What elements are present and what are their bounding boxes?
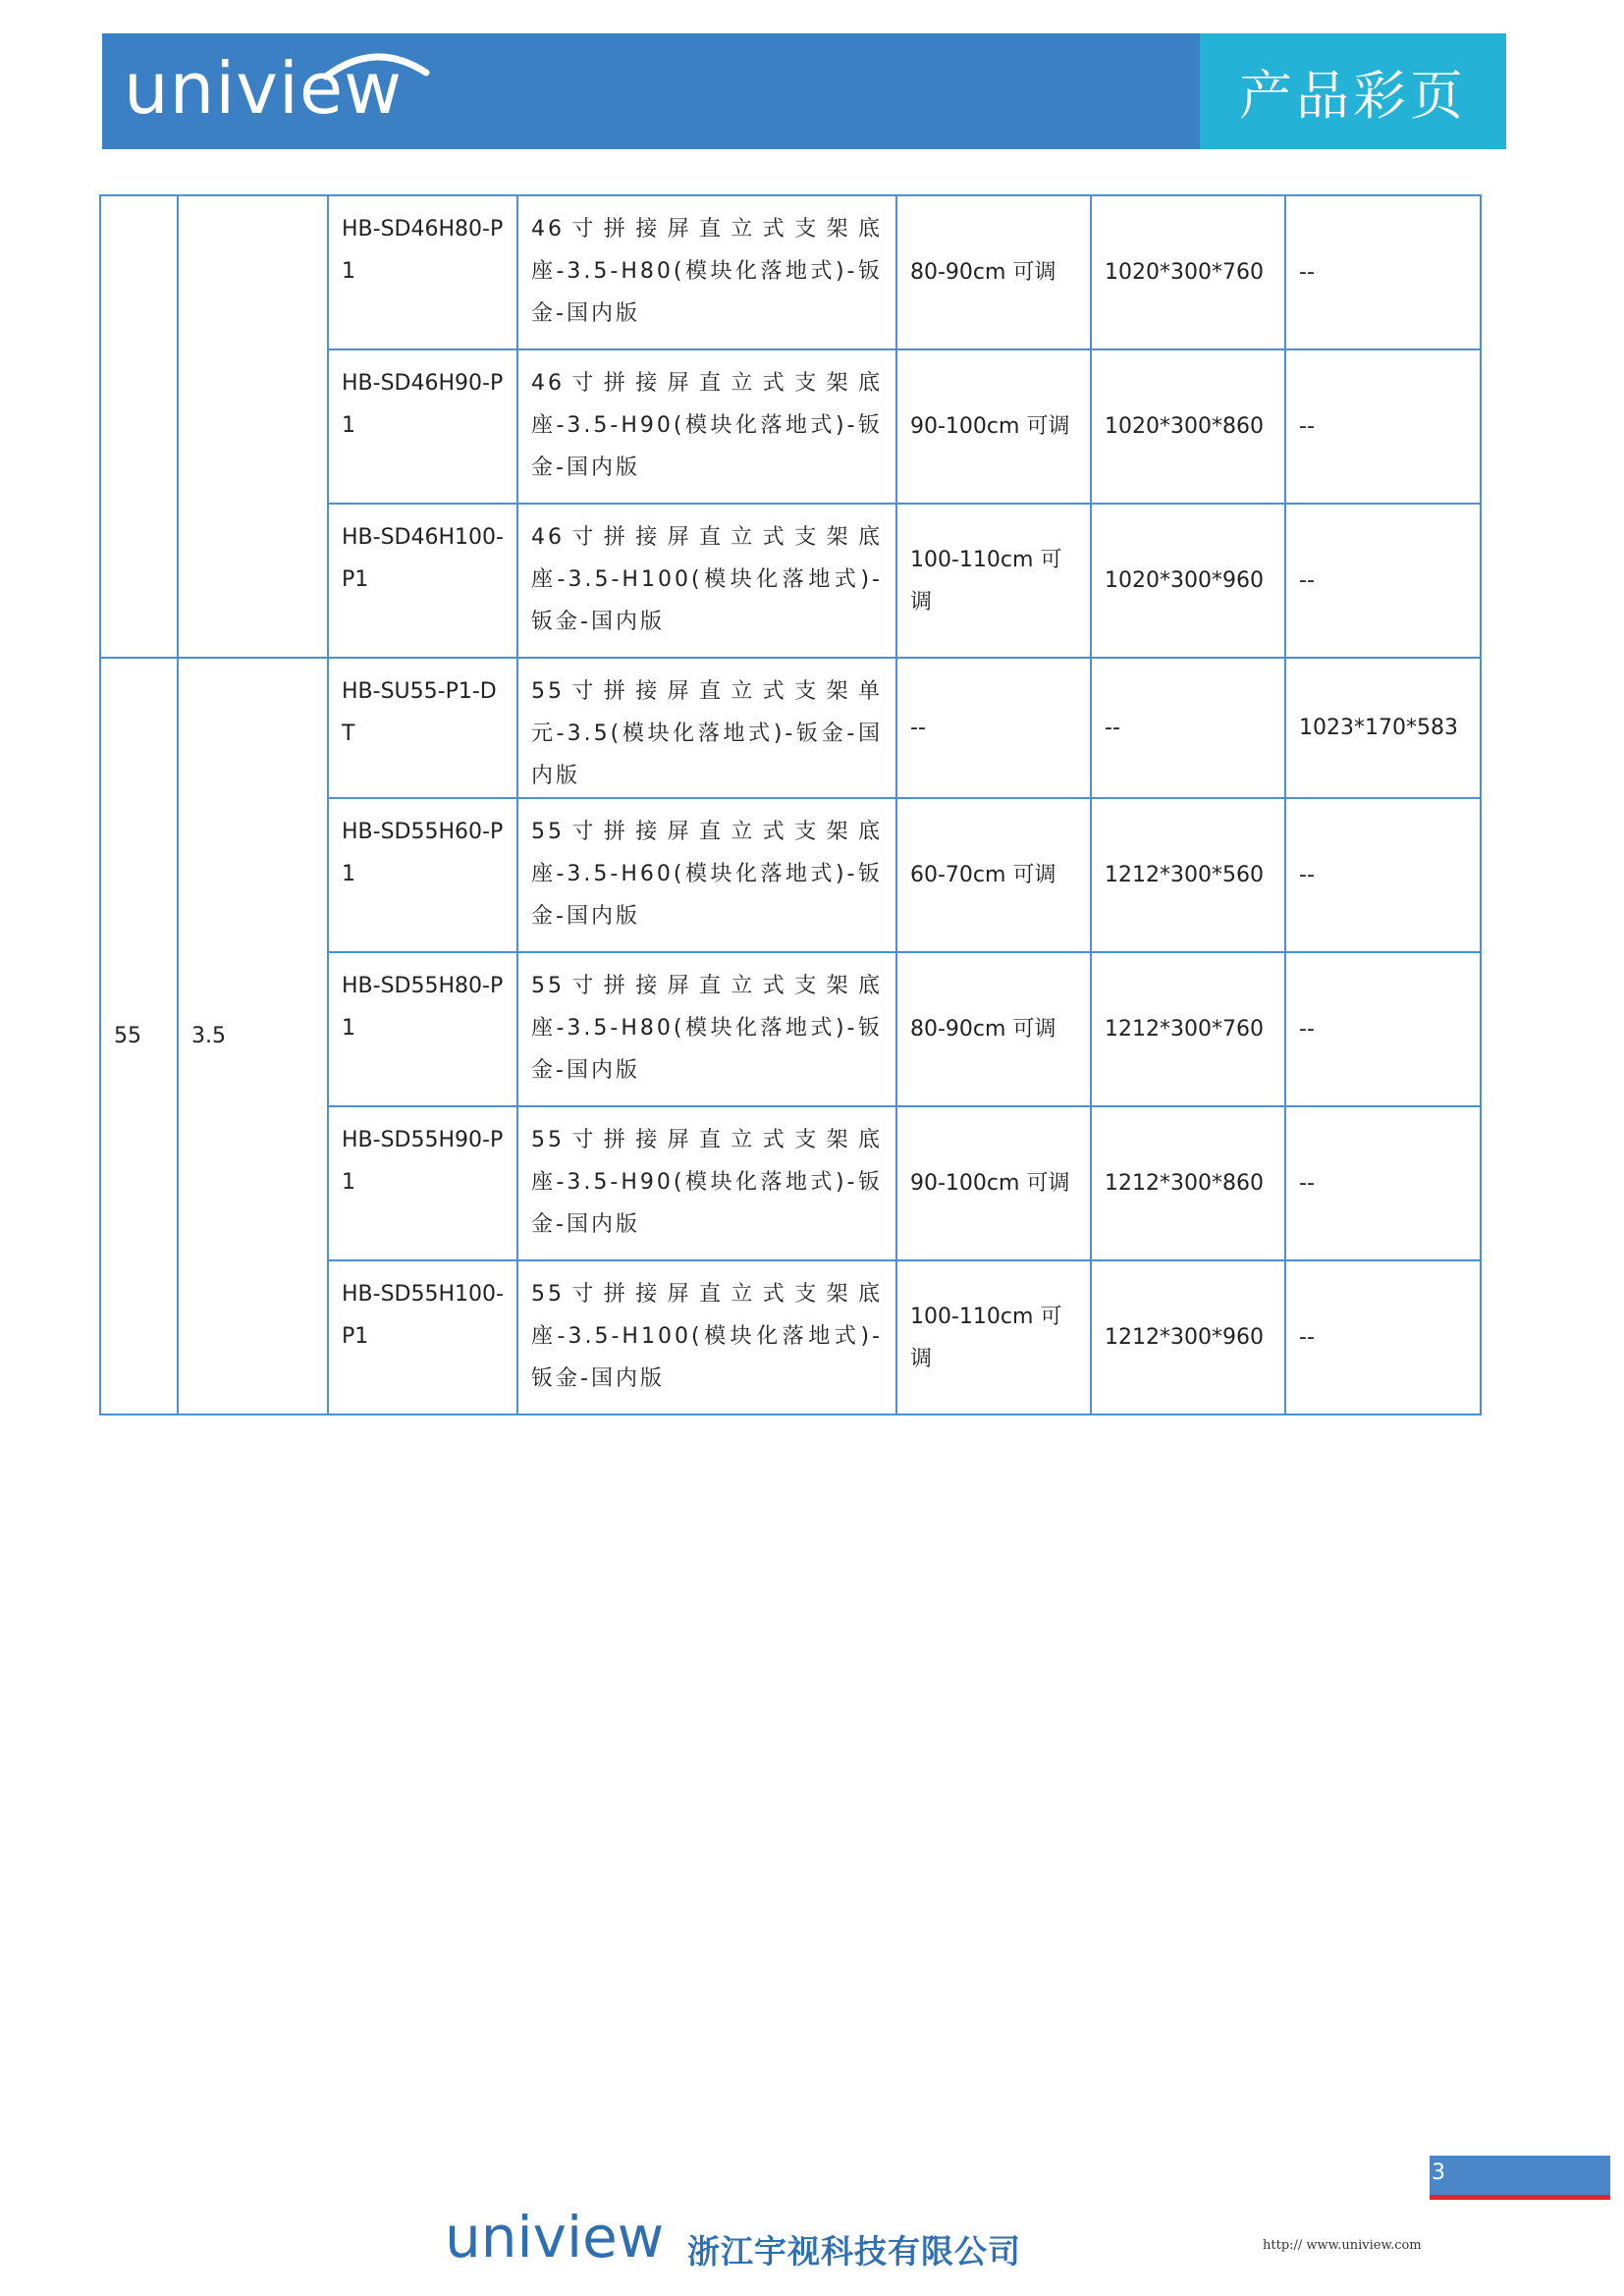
height-cell: 100-110cm 可调 <box>896 504 1091 658</box>
page-header <box>102 33 1506 149</box>
dimension-cell: 1020*300*760 <box>1091 195 1285 349</box>
size-cell: 55 <box>100 658 178 1415</box>
dimension-cell: 1212*300*960 <box>1091 1260 1285 1415</box>
page-number-underline <box>1430 2195 1610 2200</box>
description-cell: 55寸拼接屏直立式支架底座-3.5-H60(模块化落地式)-钣金-国内版 <box>517 798 896 952</box>
height-cell: 90-100cm 可调 <box>896 349 1091 504</box>
page-number: 3 <box>1432 2161 1445 2185</box>
footer-website-link[interactable]: http:// www.uniview.com <box>1263 2238 1422 2253</box>
footer-company-name: 浙江宇视科技有限公司 <box>687 2232 1021 2270</box>
model-cell: HB-SD55H90-P1 <box>328 1106 517 1260</box>
description-cell: 55寸拼接屏直立式支架单元-3.5(模块化落地式)-钣金-国内版 <box>517 658 896 798</box>
unit-dimension-cell: -- <box>1285 798 1481 952</box>
spec-table <box>99 194 1482 1415</box>
description-cell: 46寸拼接屏直立式支架底座-3.5-H80(模块化落地式)-钣金-国内版 <box>517 195 896 349</box>
unit-dimension-cell: -- <box>1285 1260 1481 1415</box>
dimension-cell: 1212*300*560 <box>1091 798 1285 952</box>
model-cell: HB-SD55H60-P1 <box>328 798 517 952</box>
height-cell: 80-90cm 可调 <box>896 952 1091 1106</box>
unit-dimension-cell: -- <box>1285 195 1481 349</box>
model-cell: HB-SD46H100-P1 <box>328 504 517 658</box>
unit-dimension-cell: -- <box>1285 504 1481 658</box>
dimension-cell: 1212*300*760 <box>1091 952 1285 1106</box>
model-cell: HB-SD55H80-P1 <box>328 952 517 1106</box>
dimension-cell: 1020*300*860 <box>1091 349 1285 504</box>
height-cell: 80-90cm 可调 <box>896 195 1091 349</box>
page-title: 产品彩页 <box>1239 64 1467 127</box>
description-cell: 55寸拼接屏直立式支架底座-3.5-H100(模块化落地式)-钣金-国内版 <box>517 1260 896 1415</box>
dimension-cell: 1212*300*860 <box>1091 1106 1285 1260</box>
height-cell: 90-100cm 可调 <box>896 1106 1091 1260</box>
unit-dimension-cell: -- <box>1285 1106 1481 1260</box>
model-cell: HB-SD55H100-P1 <box>328 1260 517 1415</box>
unit-dimension-cell: 1023*170*583 <box>1285 658 1481 798</box>
unit-dimension-cell: -- <box>1285 952 1481 1106</box>
uniview-logo: uniview <box>124 47 404 130</box>
height-cell: 60-70cm 可调 <box>896 798 1091 952</box>
table-row <box>100 658 1481 798</box>
gap-cell <box>178 195 328 658</box>
description-cell: 46寸拼接屏直立式支架底座-3.5-H90(模块化落地式)-钣金-国内版 <box>517 349 896 504</box>
model-cell: HB-SU55-P1-DT <box>328 658 517 798</box>
header-logo-panel <box>102 33 1200 149</box>
description-cell: 55寸拼接屏直立式支架底座-3.5-H80(模块化落地式)-钣金-国内版 <box>517 952 896 1106</box>
footer-uniview-logo: uniview <box>445 2204 665 2270</box>
description-cell: 46寸拼接屏直立式支架底座-3.5-H100(模块化落地式)-钣金-国内版 <box>517 504 896 658</box>
logo-arc-icon <box>316 43 434 82</box>
height-cell: 100-110cm 可调 <box>896 1260 1091 1415</box>
height-cell: -- <box>896 658 1091 798</box>
table-row <box>100 195 1481 349</box>
unit-dimension-cell: -- <box>1285 349 1481 504</box>
model-cell: HB-SD46H80-P1 <box>328 195 517 349</box>
model-cell: HB-SD46H90-P1 <box>328 349 517 504</box>
page-number-box <box>1430 2156 1610 2195</box>
dimension-cell: -- <box>1091 658 1285 798</box>
gap-cell: 3.5 <box>178 658 328 1415</box>
header-title-panel <box>1200 33 1506 149</box>
description-cell: 55寸拼接屏直立式支架底座-3.5-H90(模块化落地式)-钣金-国内版 <box>517 1106 896 1260</box>
dimension-cell: 1020*300*960 <box>1091 504 1285 658</box>
size-cell <box>100 195 178 658</box>
